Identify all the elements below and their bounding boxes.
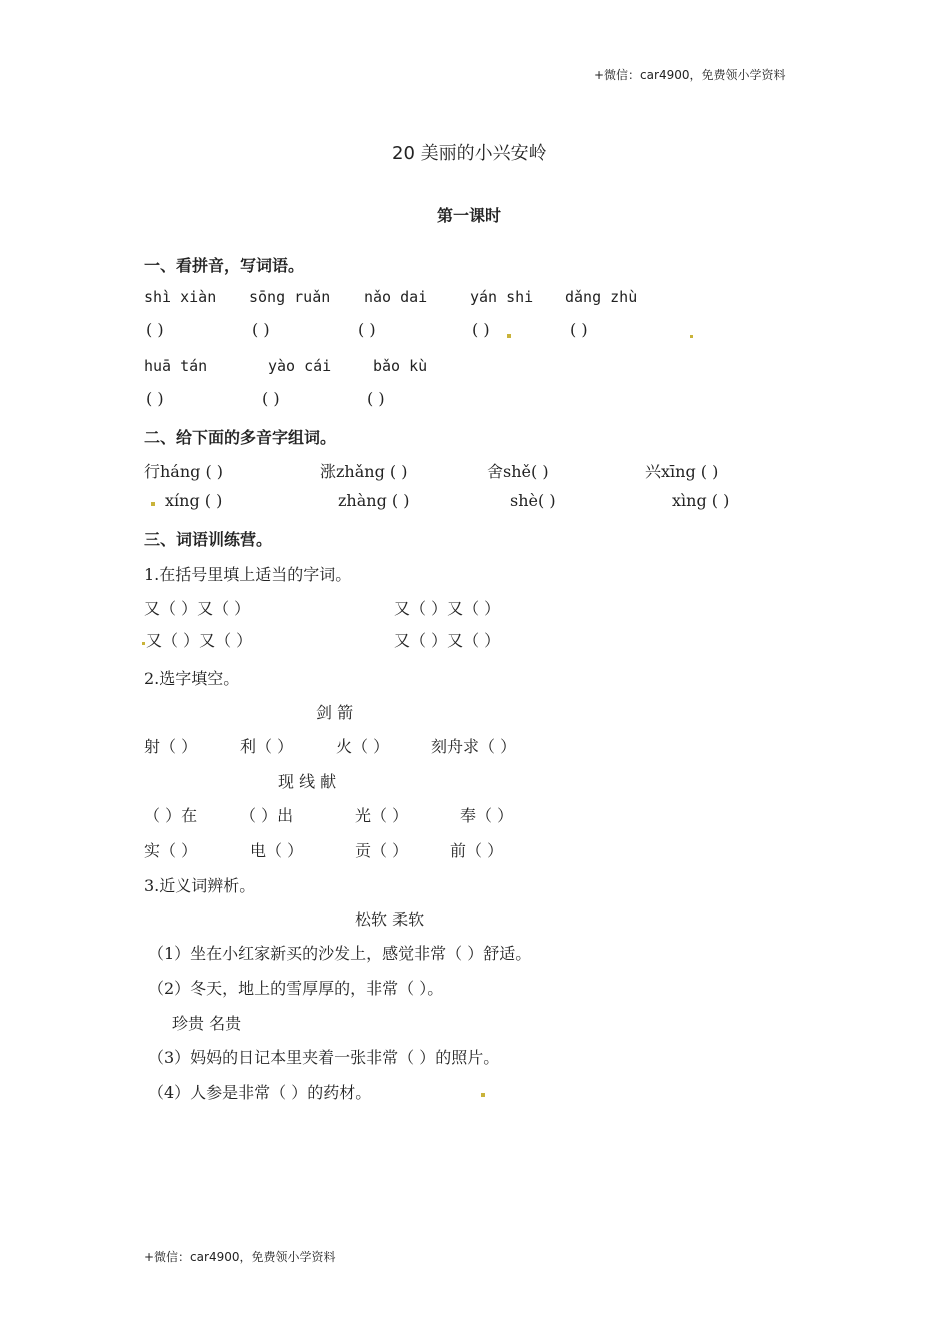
choice-blank[interactable]: （ ）出: [240, 806, 294, 825]
section3-heading: 三、词语训练营。: [144, 530, 273, 549]
polyphone-item[interactable]: 涨zhǎng ( ): [320, 462, 408, 481]
sentence-item[interactable]: （1）坐在小红家新买的沙发上，感觉非常（ ）舒适。: [148, 944, 532, 963]
section2-heading: 二、给下面的多音字组词。: [144, 428, 337, 447]
choice-blank[interactable]: 前（ ）: [450, 841, 504, 860]
choice-blank[interactable]: 利（ ）: [240, 737, 294, 756]
question1-label: 1.在括号里填上适当的字词。: [144, 565, 352, 584]
answer-blank[interactable]: ( ): [252, 320, 270, 339]
fill-blank-item[interactable]: 又（ ）又（ ）: [146, 631, 253, 650]
footer-watermark: +微信：car4900，免费领小学资料: [144, 1250, 336, 1264]
ink-dot: [481, 1093, 485, 1097]
ink-dot: [142, 642, 145, 645]
choice-blank[interactable]: 电（ ）: [250, 841, 304, 860]
lesson-subtitle: 第一课时: [437, 206, 502, 225]
word-choices: 珍贵 名贵: [172, 1014, 242, 1033]
pinyin-item: sōng ruǎn: [249, 288, 331, 306]
pinyin-item: yán shi: [470, 288, 534, 306]
choice-blank[interactable]: 光（ ）: [355, 806, 409, 825]
header-watermark: +微信：car4900，免费领小学资料: [594, 68, 786, 82]
word-choices: 现 线 献: [278, 772, 337, 791]
polyphone-item[interactable]: 舍shě( ): [487, 462, 549, 481]
word-choices: 剑 箭: [316, 703, 354, 722]
question2-label: 2.选字填空。: [144, 669, 240, 688]
polyphone-item[interactable]: 兴xīng ( ): [645, 462, 719, 481]
choice-blank[interactable]: 射（ ）: [144, 737, 198, 756]
section1-heading: 一、看拼音，写词语。: [144, 256, 305, 275]
pinyin-item: dǎng zhù: [565, 288, 638, 306]
choice-blank[interactable]: 奉（ ）: [460, 806, 514, 825]
choice-blank[interactable]: （ ）在: [144, 806, 198, 825]
polyphone-item[interactable]: zhàng ( ): [338, 491, 410, 510]
polyphone-item[interactable]: xíng ( ): [165, 491, 223, 510]
fill-blank-item[interactable]: 又（ ）又（ ）: [394, 631, 501, 650]
choice-blank[interactable]: 实（ ）: [144, 841, 198, 860]
sentence-item[interactable]: （2）冬天，地上的雪厚厚的，非常（ ）。: [148, 979, 444, 998]
pinyin-item: huā tán: [144, 357, 208, 375]
choice-blank[interactable]: 贡（ ）: [355, 841, 409, 860]
answer-blank[interactable]: ( ): [570, 320, 588, 339]
sentence-item[interactable]: （3）妈妈的日记本里夹着一张非常（ ）的照片。: [148, 1048, 500, 1067]
answer-blank[interactable]: ( ): [262, 389, 280, 408]
answer-blank[interactable]: ( ): [358, 320, 376, 339]
choice-blank[interactable]: 刻舟求（ ）: [431, 737, 517, 756]
question3-label: 3.近义词辨析。: [144, 876, 256, 895]
fill-blank-item[interactable]: 又（ ）又（ ）: [144, 599, 251, 618]
sentence-item[interactable]: （4）人参是非常（ ）的药材。: [148, 1083, 372, 1102]
answer-blank[interactable]: ( ): [472, 320, 490, 339]
answer-blank[interactable]: ( ): [146, 389, 164, 408]
ink-dot: [690, 335, 693, 338]
page-title: 20 美丽的小兴安岭: [392, 143, 547, 164]
pinyin-item: shì xiàn: [144, 288, 217, 306]
ink-dot: [507, 334, 511, 338]
polyphone-item[interactable]: 行háng ( ): [144, 462, 224, 481]
pinyin-item: yào cái: [268, 357, 332, 375]
answer-blank[interactable]: ( ): [146, 320, 164, 339]
choice-blank[interactable]: 火（ ）: [336, 737, 390, 756]
answer-blank[interactable]: ( ): [367, 389, 385, 408]
pinyin-item: bǎo kù: [373, 357, 428, 375]
polyphone-item[interactable]: shè( ): [510, 491, 556, 510]
polyphone-item[interactable]: xìng ( ): [672, 491, 730, 510]
word-choices: 松软 柔软: [355, 910, 425, 929]
ink-dot: [151, 502, 155, 506]
pinyin-item: nǎo dai: [364, 288, 428, 306]
fill-blank-item[interactable]: 又（ ）又（ ）: [394, 599, 501, 618]
